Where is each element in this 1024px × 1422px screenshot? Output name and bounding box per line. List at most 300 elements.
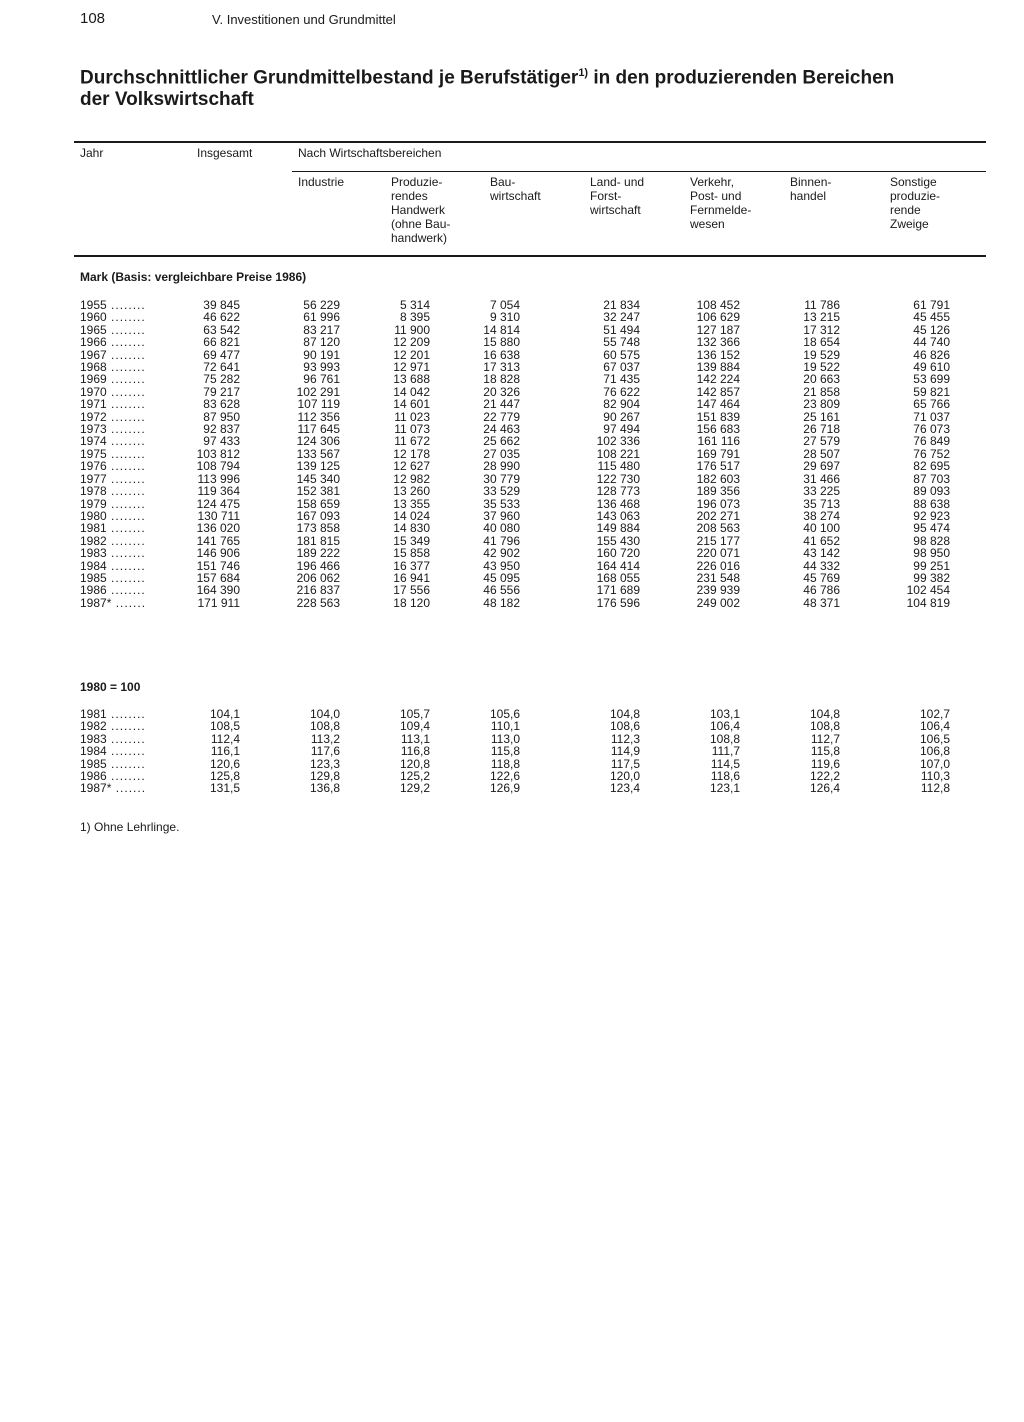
section-label-index: 1980 = 100 [80,680,141,694]
value-binnenhandel: 31 466 [803,471,840,486]
title-line1-rest: in den produzierenden Bereichen [588,67,895,89]
value-insgesamt: 113 996 [197,471,240,486]
value-verkehr: 108 452 [696,298,740,312]
header-line: produzie- [890,189,941,203]
value-bauwirtschaft: 15 880 [483,335,520,350]
value-bauwirtschaft: 16 638 [483,347,520,362]
year-label: 1974 [80,434,107,449]
value-land-forst: 51 494 [603,322,640,337]
year-label: 1980 [80,508,107,523]
value-handwerk: 12 971 [393,360,430,375]
value-insgesamt: 103 812 [196,446,240,461]
value-sonstige: 106,8 [919,744,950,759]
value-binnenhandel: 13 215 [803,310,840,325]
value-insgesamt: 136 020 [196,521,240,536]
value-land-forst: 97 494 [603,422,640,437]
value-land-forst: 128 773 [596,484,640,499]
value-sonstige: 44 740 [913,335,950,350]
value-industrie: 145 340 [296,471,340,486]
value-binnenhandel: 18 654 [803,335,840,350]
value-bauwirtschaft: 21 447 [483,397,520,412]
value-sonstige: 61 791 [913,298,950,312]
value-industrie: 129,8 [309,769,340,784]
value-handwerk: 13 688 [393,372,430,387]
value-sonstige: 82 695 [913,459,950,474]
title-line2: der Volkswirtschaft [80,89,254,111]
value-verkehr: 118,6 [710,769,740,784]
value-binnenhandel: 29 697 [803,459,840,474]
year-label: 1986 [80,583,107,598]
value-insgesamt: 112,4 [210,731,240,746]
value-industrie: 96 761 [303,372,340,387]
year-label: 1979 [80,496,107,511]
value-insgesamt: 79 217 [203,384,240,399]
value-handwerk: 105,7 [399,707,430,721]
header-line: Land- und [590,175,645,189]
value-land-forst: 108,6 [609,719,640,734]
header-line: Fernmelde- [690,203,752,217]
value-verkehr: 239 939 [696,583,740,598]
header-nach-wirtschaftsbereichen: Nach Wirtschaftsbereichen [298,146,442,160]
leader-dots: ........ [106,471,146,486]
value-land-forst: 60 575 [603,347,640,362]
leader-dots: ........ [106,298,146,312]
value-insgesamt: 75 282 [203,372,240,387]
year-label: 1971 [80,397,107,412]
header-line: rendes [391,189,428,203]
table-row [0,597,950,609]
value-insgesamt: 119 364 [197,484,240,499]
value-verkehr: 142 224 [696,372,740,387]
leader-dots: ........ [106,347,146,362]
leader-dots: ....... [111,595,147,610]
value-verkehr: 208 563 [696,521,740,536]
header-line: (ohne Bau- [391,217,451,231]
value-sonstige: 104 819 [906,595,950,610]
year-label: 1973 [80,422,107,437]
table-title [80,62,940,111]
value-sonstige: 88 638 [913,496,950,511]
value-handwerk: 13 260 [393,484,430,499]
value-verkehr: 114,5 [710,756,740,771]
value-insgesamt: 171 911 [197,595,240,610]
leader-dots: ........ [106,558,146,573]
value-binnenhandel: 19 522 [803,360,840,375]
year-label: 1969 [80,372,107,387]
value-industrie: 173 858 [296,521,340,536]
value-land-forst: 117,5 [610,756,640,771]
leader-dots: ........ [106,434,146,449]
value-handwerk: 11 672 [394,434,430,449]
value-land-forst: 108 221 [596,446,640,461]
value-land-forst: 160 720 [596,546,640,561]
value-land-forst: 171 689 [596,583,640,598]
value-verkehr: 215 177 [696,533,740,548]
leader-dots: ........ [106,707,146,721]
value-verkehr: 169 791 [696,446,740,461]
rule-top [74,141,986,143]
value-bauwirtschaft: 115,8 [490,744,520,759]
leader-dots: ........ [106,570,146,585]
value-verkehr: 147 464 [696,397,740,412]
value-sonstige: 87 703 [913,471,950,486]
value-insgesamt: 39 845 [203,298,240,312]
value-insgesamt: 124 475 [196,496,240,511]
value-land-forst: 143 063 [596,508,640,523]
value-verkehr: 127 187 [696,322,740,337]
title-line1-main: Durchschnittlicher Grundmittelbestand je Berufstätiger [80,67,579,89]
year-label: 1982 [80,533,107,548]
value-bauwirtschaft: 40 080 [483,521,520,536]
header-line: Handwerk [391,203,446,217]
data-table-mark [0,299,950,609]
value-industrie: 108,8 [309,719,340,734]
value-handwerk: 8 395 [399,310,430,325]
value-insgesamt: 87 950 [203,409,240,424]
value-binnenhandel: 104,8 [809,707,840,721]
value-handwerk: 12 209 [393,335,430,350]
year-label: 1985 [80,570,107,585]
value-handwerk: 109,4 [399,719,430,734]
value-binnenhandel: 33 225 [803,484,840,499]
header-line: Zweige [890,217,929,231]
value-bauwirtschaft: 28 990 [483,459,520,474]
value-sonstige: 45 455 [913,310,950,325]
running-head: V. Investitionen und Grundmittel [212,12,396,27]
value-land-forst: 112,3 [610,731,640,746]
value-insgesamt: 116,1 [210,744,240,759]
value-industrie: 104,0 [309,707,340,721]
year-label: 1965 [80,322,107,337]
value-sonstige: 112,8 [920,781,950,796]
value-sonstige: 76 849 [913,434,950,449]
value-bauwirtschaft: 22 779 [483,409,520,424]
value-industrie: 133 567 [296,446,340,461]
year-label: 1982 [80,719,107,734]
value-sonstige: 89 093 [913,484,950,499]
value-bauwirtschaft: 14 814 [483,322,520,337]
leader-dots: ........ [106,384,146,399]
value-handwerk: 14 830 [393,521,430,536]
value-binnenhandel: 25 161 [803,409,840,424]
value-industrie: 136,8 [309,781,340,796]
value-verkehr: 161 116 [697,434,740,449]
value-insgesamt: 125,8 [209,769,240,784]
value-bauwirtschaft: 43 950 [483,558,520,573]
header-verkehr [690,175,751,231]
value-sonstige: 107,0 [919,756,950,771]
value-land-forst: 32 247 [603,310,640,325]
value-sonstige: 98 950 [913,546,950,561]
header-industrie [298,175,344,189]
value-binnenhandel: 27 579 [803,434,840,449]
value-sonstige: 65 766 [913,397,950,412]
value-land-forst: 168 055 [596,570,640,585]
value-industrie: 124 306 [296,434,340,449]
value-handwerk: 11 023 [394,409,430,424]
value-sonstige: 102 454 [906,583,950,598]
value-verkehr: 196 073 [696,496,740,511]
value-verkehr: 220 071 [696,546,740,561]
header-sonstige [890,175,940,231]
header-handwerk [391,175,450,245]
value-industrie: 216 837 [296,583,340,598]
year-label: 1981 [80,521,107,536]
value-industrie: 107 119 [297,397,340,412]
year-label: 1981 [80,707,107,721]
value-bauwirtschaft: 126,9 [489,781,520,796]
leader-dots: ........ [106,446,146,461]
value-industrie: 139 125 [296,459,340,474]
header-binnenhandel [790,175,831,203]
value-binnenhandel: 19 529 [803,347,840,362]
value-handwerk: 18 120 [393,595,430,610]
value-insgesamt: 108,5 [209,719,240,734]
value-industrie: 152 381 [296,484,340,499]
value-handwerk: 113,1 [400,731,430,746]
value-binnenhandel: 20 663 [803,372,840,387]
value-insgesamt: 157 684 [196,570,240,585]
leader-dots: ........ [106,508,146,523]
year-cell [0,782,160,794]
value-industrie: 167 093 [296,508,340,523]
value-handwerk: 125,2 [399,769,430,784]
value-verkehr: 136 152 [696,347,740,362]
value-land-forst: 82 904 [603,397,640,412]
value-industrie: 189 222 [296,546,340,561]
header-line: Forst- [590,189,622,203]
value-insgesamt: 141 765 [196,533,240,548]
value-insgesamt: 130 711 [197,508,240,523]
header-bauwirtschaft [490,175,541,203]
value-land-forst: 155 430 [596,533,640,548]
value-bauwirtschaft: 113,0 [490,731,520,746]
value-sonstige: 106,4 [919,719,950,734]
value-binnenhandel: 44 332 [803,558,840,573]
value-binnenhandel: 28 507 [803,446,840,461]
header-jahr: Jahr [80,146,104,160]
value-bauwirtschaft: 18 828 [483,372,520,387]
header-line: wesen [690,217,725,231]
value-binnenhandel: 108,8 [809,719,840,734]
value-land-forst: 164 414 [596,558,640,573]
header-line: Verkehr, [690,175,735,189]
year-label: 1972 [80,409,107,424]
value-land-forst: 104,8 [609,707,640,721]
value-handwerk: 14 024 [393,508,430,523]
value-bauwirtschaft: 20 326 [483,384,520,399]
value-bauwirtschaft: 48 182 [483,595,520,610]
leader-dots: ........ [106,322,146,337]
value-binnenhandel: 35 713 [803,496,840,511]
value-handwerk: 12 201 [393,347,430,362]
value-verkehr: 249 002 [696,595,740,610]
value-verkehr: 139 884 [696,360,740,375]
value-land-forst: 122 730 [596,471,640,486]
page-number: 108 [80,10,106,27]
footnote: 1) Ohne Lehrlinge. [80,820,180,834]
leader-dots: ........ [106,731,146,746]
year-label: 1984 [80,558,107,573]
value-handwerk: 13 355 [393,496,430,511]
value-binnenhandel: 41 652 [803,533,840,548]
value-insgesamt: 151 746 [196,558,240,573]
header-line: rende [890,203,921,217]
value-binnenhandel: 115,8 [810,744,840,759]
leader-dots: ........ [106,372,146,387]
value-land-forst: 90 267 [603,409,640,424]
value-industrie: 112 356 [297,409,340,424]
data-table-index [0,708,950,795]
year-label: 1975 [80,446,107,461]
value-binnenhandel: 43 142 [803,546,840,561]
value-sonstige: 53 699 [913,372,950,387]
value-sonstige: 102,7 [919,707,950,721]
value-binnenhandel: 23 809 [803,397,840,412]
value-verkehr: 182 603 [696,471,740,486]
value-insgesamt: 83 628 [203,397,240,412]
value-verkehr: 176 517 [696,459,740,474]
year-cell [0,597,160,609]
value-verkehr: 132 366 [696,335,740,350]
value-binnenhandel: 40 100 [803,521,840,536]
value-bauwirtschaft: 25 662 [483,434,520,449]
value-industrie: 113,2 [310,731,340,746]
year-label: 1986 [80,769,107,784]
value-sonstige: 49 610 [913,360,950,375]
value-insgesamt: 120,6 [209,756,240,771]
leader-dots: ........ [106,546,146,561]
leader-dots: ........ [106,583,146,598]
value-handwerk: 120,8 [399,756,430,771]
value-insgesamt: 164 390 [196,583,240,598]
leader-dots: ........ [106,719,146,734]
value-bauwirtschaft: 45 095 [483,570,520,585]
year-label: 1977 [80,471,107,486]
value-land-forst: 149 884 [596,521,640,536]
value-land-forst: 76 622 [603,384,640,399]
value-bauwirtschaft: 110,1 [490,719,520,734]
value-bauwirtschaft: 42 902 [483,546,520,561]
value-handwerk: 12 178 [393,446,430,461]
value-sonstige: 110,3 [920,769,950,784]
header-land-forst [590,175,644,217]
value-handwerk: 15 349 [393,533,430,548]
value-verkehr: 151 839 [696,409,740,424]
value-handwerk: 5 314 [399,298,430,312]
value-sonstige: 46 826 [913,347,950,362]
value-insgesamt: 69 477 [203,347,240,362]
value-sonstige: 99 251 [913,558,950,573]
value-land-forst: 102 336 [596,434,640,449]
value-land-forst: 114,9 [610,744,640,759]
value-sonstige: 106,5 [919,731,950,746]
leader-dots: ........ [106,310,146,325]
value-industrie: 90 191 [303,347,340,362]
value-sonstige: 76 752 [913,446,950,461]
year-label: 1970 [80,384,107,399]
value-sonstige: 95 474 [913,521,950,536]
value-handwerk: 11 900 [394,322,430,337]
value-verkehr: 231 548 [696,570,740,585]
year-label: 1983 [80,731,107,746]
value-bauwirtschaft: 118,8 [490,756,520,771]
value-industrie: 87 120 [303,335,340,350]
value-sonstige: 98 828 [913,533,950,548]
value-bauwirtschaft: 46 556 [483,583,520,598]
value-industrie: 123,3 [309,756,340,771]
year-label: 1968 [80,360,107,375]
value-land-forst: 115 480 [597,459,640,474]
leader-dots: ........ [106,744,146,759]
value-industrie: 158 659 [296,496,340,511]
value-verkehr: 202 271 [696,508,740,523]
leader-dots: ........ [106,335,146,350]
value-insgesamt: 97 433 [203,434,240,449]
value-industrie: 117 645 [297,422,340,437]
value-verkehr: 111,7 [711,744,740,759]
header-line: Post- und [690,189,742,203]
header-line: wirtschaft [490,189,541,203]
value-insgesamt: 92 837 [203,422,240,437]
value-binnenhandel: 112,7 [810,731,840,746]
value-verkehr: 189 356 [696,484,740,499]
year-label: 1983 [80,546,107,561]
value-binnenhandel: 11 786 [804,298,840,312]
value-binnenhandel: 45 769 [803,570,840,585]
value-bauwirtschaft: 37 960 [483,508,520,523]
header-line: wirtschaft [590,203,641,217]
value-insgesamt: 108 794 [196,459,240,474]
value-land-forst: 55 748 [603,335,640,350]
year-label: 1985 [80,756,107,771]
header-line: handwerk) [391,231,448,245]
value-industrie: 56 229 [303,298,340,312]
leader-dots: ........ [106,533,146,548]
header-line: Produzie- [391,175,443,189]
value-bauwirtschaft: 9 310 [489,310,520,325]
value-handwerk: 14 042 [393,384,430,399]
value-binnenhandel: 21 858 [803,384,840,399]
value-sonstige: 92 923 [913,508,950,523]
value-bauwirtschaft: 105,6 [489,707,520,721]
value-industrie: 83 217 [303,322,340,337]
header-line: Binnen- [790,175,832,189]
value-sonstige: 71 037 [913,409,950,424]
value-insgesamt: 66 821 [203,335,240,350]
value-land-forst: 67 037 [603,360,640,375]
value-land-forst: 123,4 [609,781,640,796]
value-land-forst: 71 435 [603,372,640,387]
header-line: handel [790,189,827,203]
leader-dots: ........ [106,484,146,499]
value-handwerk: 12 627 [393,459,430,474]
value-binnenhandel: 17 312 [803,322,840,337]
section-label-mark: Mark (Basis: vergleichbare Preise 1986) [80,270,307,284]
value-handwerk: 11 073 [394,422,430,437]
leader-dots: ........ [106,496,146,511]
leader-dots: ........ [106,521,146,536]
value-insgesamt: 104,1 [209,707,240,721]
value-industrie: 117,6 [310,744,340,759]
year-label: 1967 [80,347,107,362]
value-handwerk: 16 941 [393,570,430,585]
value-binnenhandel: 126,4 [809,781,840,796]
year-label: 1978 [80,484,107,499]
value-sonstige: 99 382 [913,570,950,585]
value-handwerk: 16 377 [393,558,430,573]
year-label: 1955 [80,298,107,312]
